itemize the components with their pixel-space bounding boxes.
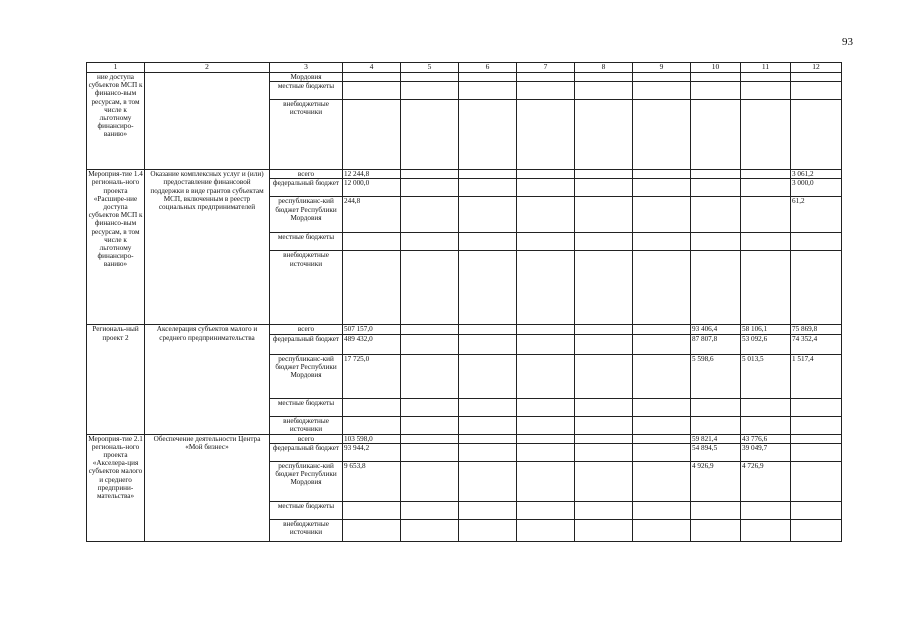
value-col10 bbox=[691, 100, 741, 170]
value-col12: 61,2 bbox=[791, 197, 842, 233]
column-header: 12 bbox=[791, 63, 842, 73]
value-col11 bbox=[741, 519, 791, 541]
value-col12 bbox=[791, 461, 842, 501]
column-header: 7 bbox=[517, 63, 575, 73]
value-col10: 5 598,6 bbox=[691, 354, 741, 398]
funding-source: Мордовия bbox=[270, 73, 343, 82]
value-col10 bbox=[691, 82, 741, 100]
value-col12 bbox=[791, 233, 842, 251]
value-total bbox=[343, 519, 401, 541]
value-total: 507 157,0 bbox=[343, 325, 401, 334]
value-col10 bbox=[691, 179, 741, 197]
value-col11 bbox=[741, 197, 791, 233]
value-col10 bbox=[691, 416, 741, 434]
funding-source: внебюджетные источники bbox=[270, 519, 343, 541]
value-total bbox=[343, 501, 401, 519]
value-col11 bbox=[741, 251, 791, 325]
value-col12: 75 869,8 bbox=[791, 325, 842, 334]
value-col12 bbox=[791, 398, 842, 416]
funding-source: республиканс-кий бюджет Республики Мордовия bbox=[270, 197, 343, 233]
value-col11: 43 776,6 bbox=[741, 434, 791, 443]
value-total bbox=[343, 100, 401, 170]
value-total: 17 725,0 bbox=[343, 354, 401, 398]
event-description: Обеспечение деятельности Центра «Мой бизнес» bbox=[145, 434, 270, 541]
funding-source: федеральный бюджет bbox=[270, 179, 343, 197]
value-col12 bbox=[791, 416, 842, 434]
column-header: 4 bbox=[343, 63, 401, 73]
value-col11 bbox=[741, 73, 791, 82]
value-col10: 93 406,4 bbox=[691, 325, 741, 334]
column-header: 8 bbox=[575, 63, 633, 73]
event-description bbox=[145, 73, 270, 170]
value-col12 bbox=[791, 443, 842, 461]
value-col11 bbox=[741, 179, 791, 197]
value-col10: 4 926,9 bbox=[691, 461, 741, 501]
funding-source: местные бюджеты bbox=[270, 82, 343, 100]
funding-source: всего bbox=[270, 434, 343, 443]
funding-source: федеральный бюджет bbox=[270, 443, 343, 461]
column-header: 3 bbox=[270, 63, 343, 73]
financing-table bbox=[86, 62, 842, 542]
column-header: 9 bbox=[633, 63, 691, 73]
value-col10 bbox=[691, 501, 741, 519]
value-col10 bbox=[691, 233, 741, 251]
funding-source: федеральный бюджет bbox=[270, 334, 343, 354]
value-col12 bbox=[791, 501, 842, 519]
table-row bbox=[87, 325, 842, 334]
value-col12 bbox=[791, 519, 842, 541]
value-col11: 39 049,7 bbox=[741, 443, 791, 461]
value-col11: 5 013,5 bbox=[741, 354, 791, 398]
event-description: Оказание комплексных услуг и (или) предоставление финансовой поддержки в виде грантов субъектам МСП, включенным в реестр социальных предпринимателей bbox=[145, 170, 270, 325]
funding-source: республиканс-кий бюджет Республики Мордовия bbox=[270, 461, 343, 501]
value-col11: 53 092,6 bbox=[741, 334, 791, 354]
column-header: 5 bbox=[401, 63, 459, 73]
event-name: Региональ-ный проект 2 bbox=[87, 325, 145, 434]
column-header: 11 bbox=[741, 63, 791, 73]
value-col11 bbox=[741, 398, 791, 416]
value-total: 12 000,0 bbox=[343, 179, 401, 197]
table-row bbox=[87, 434, 842, 443]
value-col10: 87 807,8 bbox=[691, 334, 741, 354]
value-total bbox=[343, 73, 401, 82]
value-col11 bbox=[741, 82, 791, 100]
value-col11 bbox=[741, 170, 791, 179]
value-col10 bbox=[691, 73, 741, 82]
value-col12: 1 517,4 bbox=[791, 354, 842, 398]
value-col10 bbox=[691, 170, 741, 179]
value-col12 bbox=[791, 73, 842, 82]
value-col12 bbox=[791, 434, 842, 443]
funding-source: всего bbox=[270, 170, 343, 179]
funding-source: республиканс-кий бюджет Республики Мордовия bbox=[270, 354, 343, 398]
value-col12 bbox=[791, 82, 842, 100]
value-col11: 4 726,9 bbox=[741, 461, 791, 501]
value-col10 bbox=[691, 519, 741, 541]
value-total: 103 598,0 bbox=[343, 434, 401, 443]
value-col10: 59 821,4 bbox=[691, 434, 741, 443]
value-total bbox=[343, 233, 401, 251]
value-col11 bbox=[741, 233, 791, 251]
value-col11 bbox=[741, 501, 791, 519]
value-total: 9 653,8 bbox=[343, 461, 401, 501]
value-col11: 58 106,1 bbox=[741, 325, 791, 334]
value-col11 bbox=[741, 416, 791, 434]
funding-source: всего bbox=[270, 325, 343, 334]
value-col12: 3 000,0 bbox=[791, 179, 842, 197]
event-name: ние доступа субъектов МСП к финансо-вым ресурсам, в том числе к льготному финансиро-ванию» bbox=[87, 73, 145, 170]
value-total bbox=[343, 82, 401, 100]
header-row bbox=[87, 63, 842, 73]
value-col10 bbox=[691, 251, 741, 325]
value-total bbox=[343, 416, 401, 434]
funding-source: местные бюджеты bbox=[270, 501, 343, 519]
value-total bbox=[343, 398, 401, 416]
funding-source: местные бюджеты bbox=[270, 233, 343, 251]
value-col10 bbox=[691, 197, 741, 233]
event-name: Мероприя-тие 2.1 региональ-ного проекта «Акселера-ция субъектов малого и среднего предприни-мательства» bbox=[87, 434, 145, 541]
value-total: 93 944,2 bbox=[343, 443, 401, 461]
value-total bbox=[343, 251, 401, 325]
value-total: 12 244,8 bbox=[343, 170, 401, 179]
value-col10 bbox=[691, 398, 741, 416]
table-row bbox=[87, 73, 842, 82]
page-number: 93 bbox=[842, 36, 853, 48]
value-col12: 3 061,2 bbox=[791, 170, 842, 179]
funding-source: внебюджетные источники bbox=[270, 251, 343, 325]
value-total: 489 432,0 bbox=[343, 334, 401, 354]
column-header: 10 bbox=[691, 63, 741, 73]
funding-source: местные бюджеты bbox=[270, 398, 343, 416]
event-description: Акселерация субъектов малого и среднего предпринимательства bbox=[145, 325, 270, 434]
column-header: 2 bbox=[145, 63, 270, 73]
column-header: 6 bbox=[459, 63, 517, 73]
value-col11 bbox=[741, 100, 791, 170]
value-col10: 54 894,5 bbox=[691, 443, 741, 461]
table-row bbox=[87, 170, 842, 179]
value-total: 244,8 bbox=[343, 197, 401, 233]
value-col12 bbox=[791, 251, 842, 325]
funding-source: внебюджетные источники bbox=[270, 416, 343, 434]
value-col12 bbox=[791, 100, 842, 170]
funding-source: внебюджетные источники bbox=[270, 100, 343, 170]
value-col12: 74 352,4 bbox=[791, 334, 842, 354]
column-header: 1 bbox=[87, 63, 145, 73]
event-name: Мероприя-тие 1.4 региональ-ного проекта «Расшире-ние доступа субъектов МСП к финансо-вым ресурсам, в том числе к льготному финансиро-ванию» bbox=[87, 170, 145, 325]
